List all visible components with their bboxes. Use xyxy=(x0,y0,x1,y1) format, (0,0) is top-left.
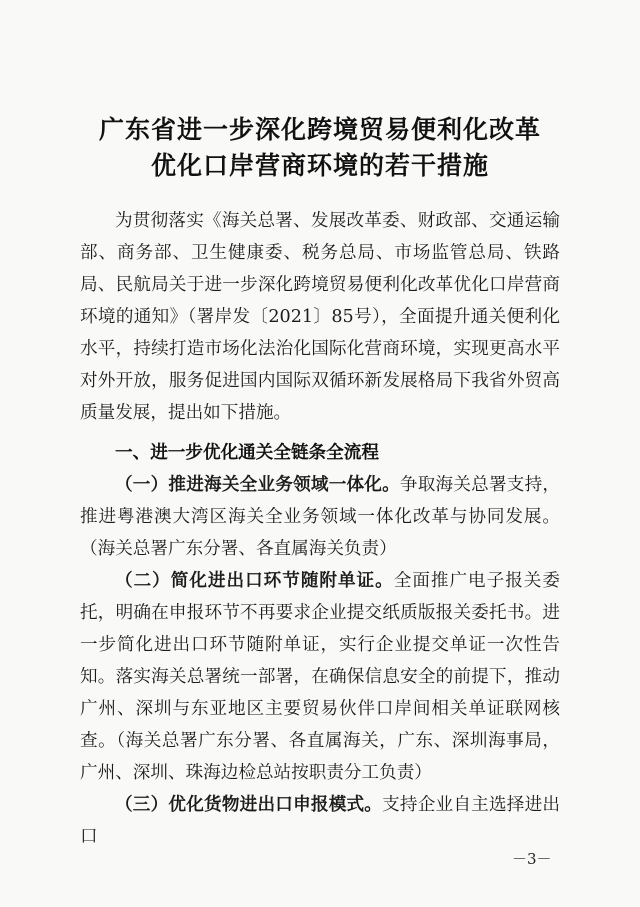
document-title-line-2: 优化口岸营商环境的若干措施 xyxy=(150,151,489,180)
item-2-paragraph xyxy=(80,565,560,789)
section-1-heading: 一、进一步优化通关全链条全流程 xyxy=(115,443,379,463)
item-3-lead: （三）优化货物进出口申报模式。 xyxy=(115,794,383,815)
item-1-paragraph xyxy=(80,469,560,565)
item-2-lead: （二）简化进出口环节随附单证。 xyxy=(115,570,394,591)
intro-text: 为贯彻落实《海关总署、发展改革委、财政部、交通运输部、商务部、卫生健康委、税务总局、市场监管总局、铁路局、民航局关于进一步深化跨境贸易便利化改革优化口岸营商环境的通知》（署岸发〔2021〕85号），全面提升通关便利化水平，持续打造市场化法治化国际化营商环境，实现更高水平对外开放，服务促进国内国际双循环新发展格局下我省外贸高质量发展，提出如下措施。 xyxy=(80,211,560,423)
item-3-body: 支持企业自主选择进出口 xyxy=(80,795,560,847)
document-title-line-1: 广东省进一步深化跨境贸易便利化改革 xyxy=(98,115,541,144)
intro-paragraph xyxy=(80,205,560,429)
item-2-body: 全面推广电子报关委托，明确在申报环节不再要求企业提交纸质版报关委托书。进一步简化进出口环节随附单证，实行企业提交单证一次性告知。落实海关总署统一部署，在确保信息安全的前提下，推动广州、深圳与东亚地区主要贸易伙伴口岸间相关单证联网核查。（海关总署广东分署、各直属海关，广东、深圳海事局，广州、深圳、珠海边检总站按职责分工负责） xyxy=(80,571,560,783)
page-number: －3－ xyxy=(512,850,552,868)
item-3-paragraph xyxy=(80,789,560,853)
item-1-lead: （一）推进海关全业务领域一体化。 xyxy=(115,474,400,495)
item-1-body: 争取海关总署支持，推进粤港澳大湾区海关全业务领域一体化改革与协同发展。（海关总署广东分署、各直属海关负责） xyxy=(80,475,560,559)
